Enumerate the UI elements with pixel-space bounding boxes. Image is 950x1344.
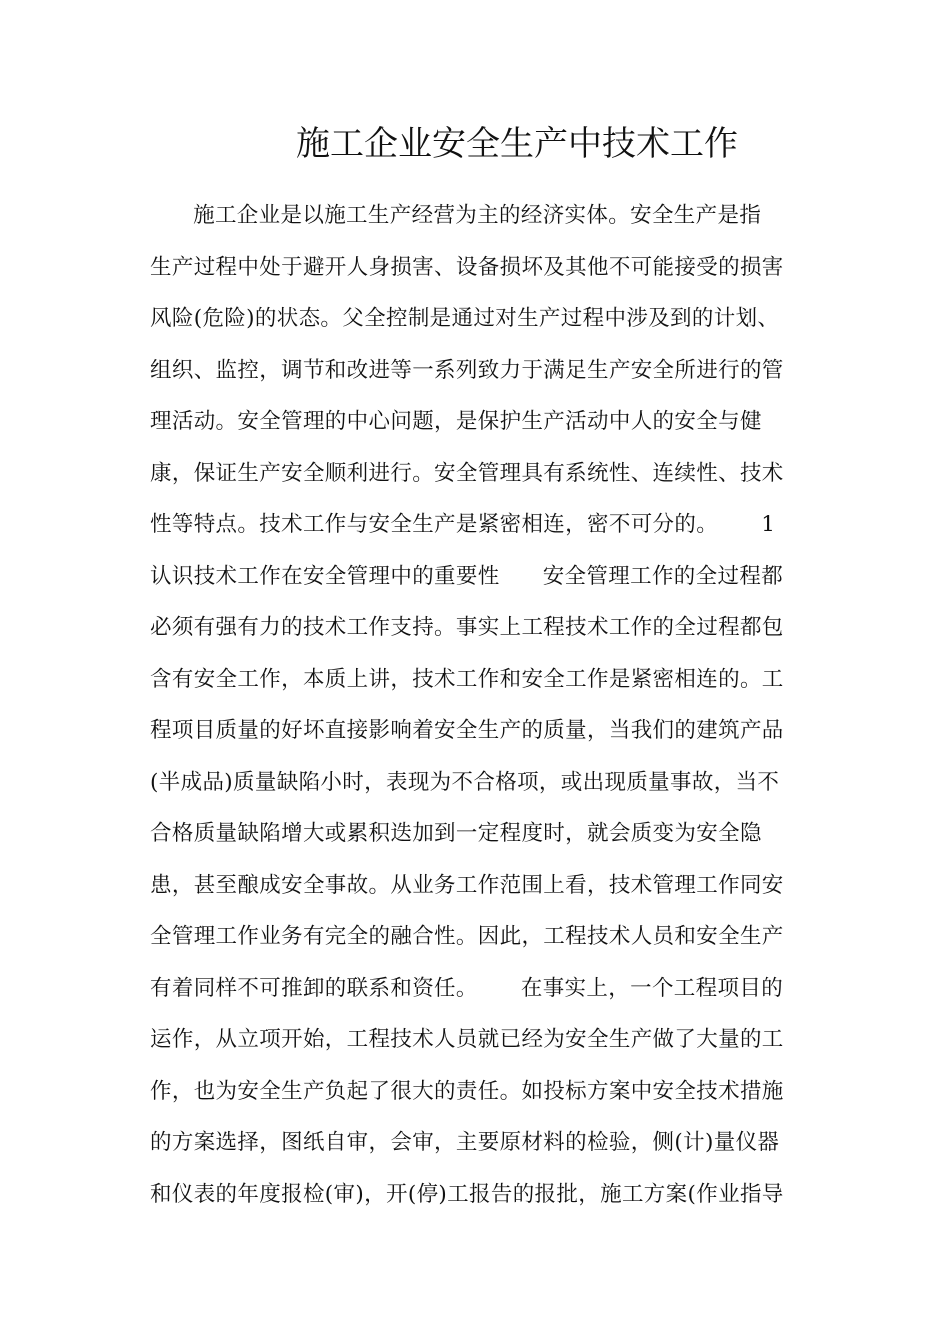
- body-line: 理活动。安全管理的中心问题，是保护生产活动中人的安全与健: [150, 409, 762, 434]
- document-body: [150, 190, 810, 1220]
- body-line: 运作，从立项开始，工程技术人员就已经为安全生产做了大量的工: [150, 1027, 784, 1052]
- body-line: 施工企业是以施工生产经营为主的经济实体。安全生产是指: [150, 203, 762, 228]
- body-line: 有着同样不可推卸的联系和资任。 在事实上，一个工程项目的: [150, 975, 784, 1001]
- body-line: 作，也为安全生产负起了很大的责任。如投标方案中安全技术措施: [150, 1078, 784, 1104]
- body-line: 康，保证生产安全顺利进行。安全管理具有系统性、连续性、技术: [150, 460, 784, 486]
- body-line: 全管理工作业务有完全的融合性。因此，工程技术人员和安全生产: [150, 924, 784, 949]
- document-title: 施工企业安全生产中技术工作: [296, 124, 738, 164]
- body-line: (半成品)质量缺陷小时，表现为不合格项，或出现质量事故，当不: [150, 769, 780, 795]
- body-line: 合格质量缺陷增大或累积迭加到一定程度时，就会质变为安全隐: [150, 821, 762, 846]
- body-line: 组织、监控，调节和改进等一系列致力于满足生产安全所进行的管: [150, 357, 784, 383]
- body-line: 和仪表的年度报检(审)，开(停)工报告的报批，施工方案(作业指导: [150, 1181, 784, 1207]
- body-line: 必须有强有力的技术工作支持。事实上工程技术工作的全过程都包: [150, 615, 784, 640]
- body-line: 风险(危险)的状态。父全控制是通过对生产过程中涉及到的计划、: [150, 306, 780, 331]
- body-line: 性等特点。技术工作与安全生产是紧密相连，密不可分的。 1: [150, 512, 776, 537]
- body-line: 认识技术工作在安全管理中的重要性 安全管理工作的全过程都: [150, 563, 784, 589]
- body-line: 程项目质量的好坏直接影响着安全生产的质量，当我们的建筑产品: [150, 718, 784, 743]
- body-line: 生产过程中处于避开人身损害、设备损坏及其他不可能接受的损害: [150, 254, 784, 280]
- body-line: 的方案选择，图纸自审，会审，主要原材料的检验，侧(计)量仪器: [150, 1130, 780, 1155]
- body-line: 患，甚至酿成安全事故。从业务工作范围上看，技术管理工作同安: [150, 872, 784, 898]
- body-line: 含有安全工作，本质上讲，技术工作和安全工作是紧密相连的。工: [150, 666, 784, 692]
